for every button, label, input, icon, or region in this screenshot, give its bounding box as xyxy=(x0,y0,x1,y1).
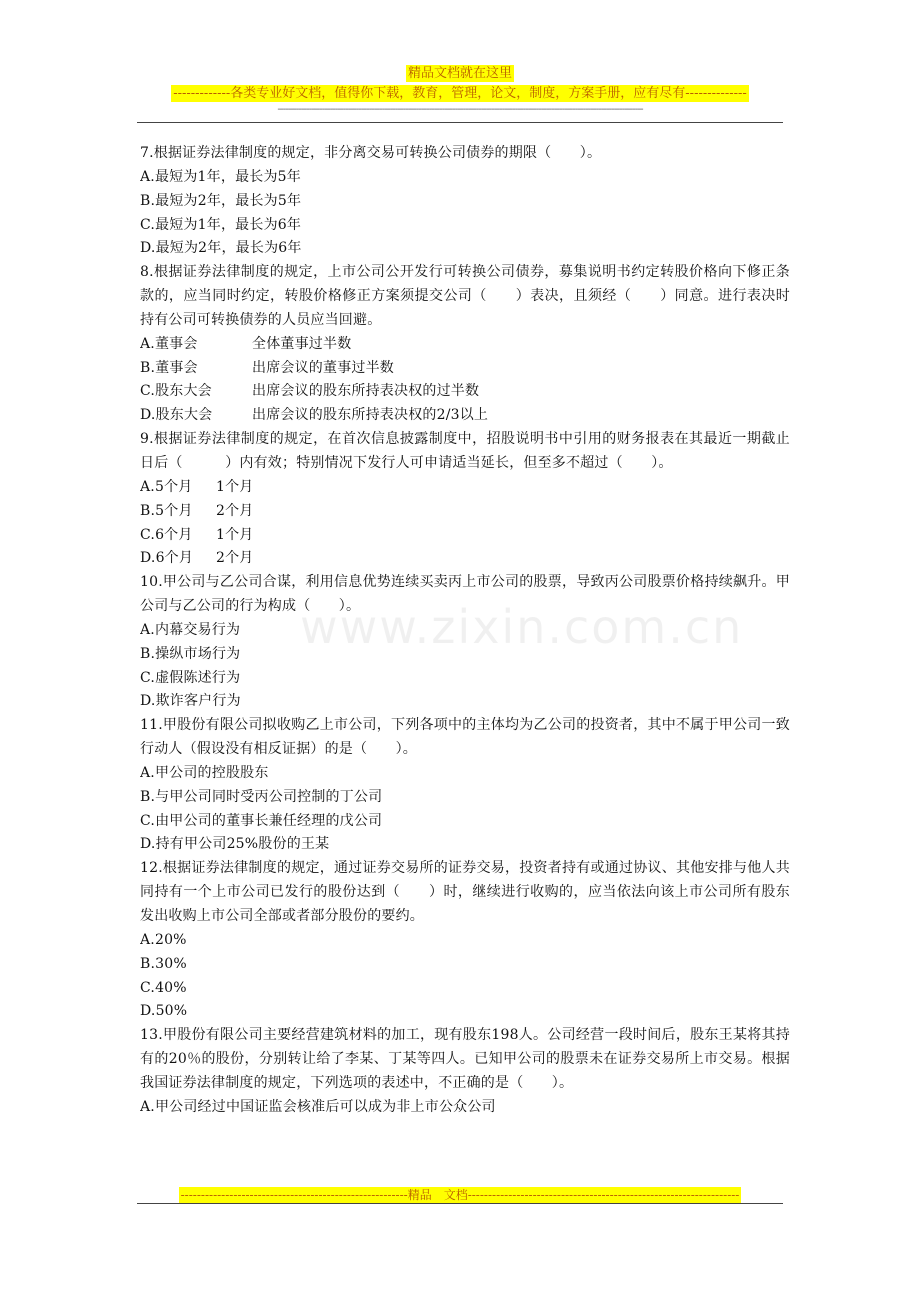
question-12-option-c: C.40% xyxy=(140,979,187,996)
question-8-option-b: B.董事会 出席会议的董事过半数 xyxy=(140,359,394,376)
page-footer xyxy=(0,1184,920,1203)
question-8-option-d: D.股东大会 出席会议的股东所持表决权的2/3以上 xyxy=(140,407,489,424)
question-10-option-b: B.操纵市场行为 xyxy=(140,645,241,662)
question-7-stem: 7.根据证券法律制度的规定，非分离交易可转换公司债券的期限（ ）。 xyxy=(140,145,602,161)
page-header xyxy=(0,62,920,116)
question-12-stem: 12.根据证券法律制度的规定，通过证券交易所的证券交易，投资者持有或通过协议、其他安排与他人共同持有一个上市公司已发行的股份达到（ ）时，继续进行收购的，应当依法向该上市公司所有股东发出收购上市公司全部或者部分股份的要约。 xyxy=(140,860,790,924)
question-8-option-a: A.董事会 全体董事过半数 xyxy=(140,335,352,352)
document-body xyxy=(140,142,790,1120)
question-7-option-b: B.最短为2年，最长为5年 xyxy=(140,192,302,209)
question-9-option-a: A.5个月 1个月 xyxy=(140,478,254,495)
watermark: www.zixin.com.cn xyxy=(300,600,744,654)
footer-rule xyxy=(137,1203,783,1204)
question-13-stem: 13.甲股份有限公司主要经营建筑材料的加工，现有股东198人。公司经营一段时间后，股东王某将其持有的20％的股份，分别转让给了李某、丁某等四人。已知甲公司的股票未在证券交易所上市交易。根据我国证券法律制度的规定，下列选项的表述中，不正确的是（ ）。 xyxy=(140,1027,790,1091)
question-9-stem: 9.根据证券法律制度的规定，在首次信息披露制度中，招股说明书中引用的财务报表在其最近一期截止日后（ ）内有效；特别情况下发行人可申请适当延长，但至多不超过（ ）。 xyxy=(140,431,790,471)
question-7-option-c: C.最短为1年，最长为6年 xyxy=(140,216,302,233)
question-12-option-d: D.50% xyxy=(140,1003,188,1020)
header-title: 精品文档就在这里 xyxy=(407,66,512,81)
question-11-option-d: D.持有甲公司25%股份的王某 xyxy=(140,836,330,853)
question-11-option-b: B.与甲公司同时受丙公司控制的丁公司 xyxy=(140,788,383,805)
header-dashes: -------------------------------------------------------------------------------------------------------------------------------------------- xyxy=(277,104,643,115)
question-11-stem: 11.甲股份有限公司拟收购乙上市公司，下列各项中的主体均为乙公司的投资者，其中不属于甲公司一致行动人（假设没有相反证据）的是（ ）。 xyxy=(140,717,790,758)
question-9-option-c: C.6个月 1个月 xyxy=(140,526,254,543)
question-10-stem: 10.甲公司与乙公司合谋，利用信息优势连续买卖丙上市公司的股票，导致丙公司股票价格持续飙升。甲公司与乙公司的行为构成（ ）。 xyxy=(140,574,790,615)
question-7-option-d: D.最短为2年，最长为6年 xyxy=(140,240,302,257)
question-9-option-d: D.6个月 2个月 xyxy=(140,550,254,567)
question-8-option-c: C.股东大会 出席会议的股东所持表决权的过半数 xyxy=(140,383,480,400)
question-10-option-d: D.欺诈客户行为 xyxy=(140,693,241,710)
question-7-option-a: A.最短为1年，最长为5年 xyxy=(140,168,301,185)
question-10-option-c: C.虚假陈述行为 xyxy=(140,669,241,686)
footer-text: --------------------------------------------------------精品 文档------------------------------------------------------------------- xyxy=(180,1188,740,1202)
header-tagline: -------------各类专业好文档，值得你下载，教育，管理，论文，制度，方案手册，应有尽有-------------- xyxy=(173,86,747,101)
header-rule xyxy=(137,122,783,123)
question-8-stem: 8.根据证券法律制度的规定，上市公司公开发行可转换公司债券，募集说明书约定转股价格向下修正条款的，应当同时约定，转股价格修正方案须提交公司（ ）表决，且须经（ ）同意。进行表决时持有公司可转换债券的人员应当回避。 xyxy=(140,264,790,328)
question-9-option-b: B.5个月 2个月 xyxy=(140,502,254,519)
question-12-option-a: A.20% xyxy=(140,931,187,948)
question-10-option-a: A.内幕交易行为 xyxy=(140,621,241,638)
question-12-option-b: B.30% xyxy=(140,955,187,972)
question-11-option-a: A.甲公司的控股股东 xyxy=(140,764,269,781)
question-13-option-a: A.甲公司经过中国证监会核准后可以成为非上市公众公司 xyxy=(140,1098,496,1115)
question-11-option-c: C.由甲公司的董事长兼任经理的戊公司 xyxy=(140,812,383,829)
